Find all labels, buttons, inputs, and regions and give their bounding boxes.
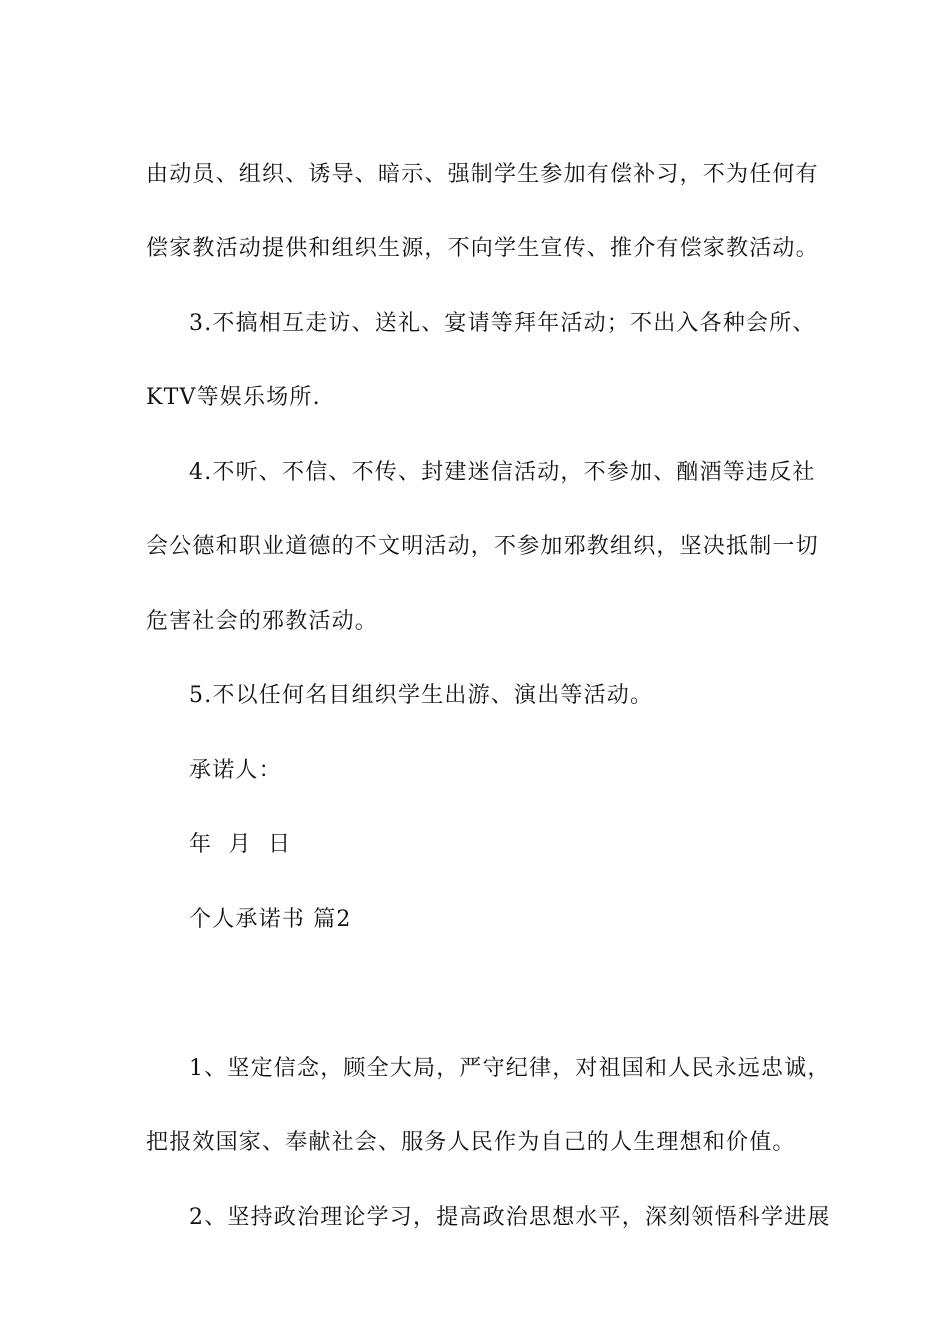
paragraph-line-2: 偿家教活动提供和组织生源，不向学生宣传、推介有偿家教活动。 xyxy=(146,236,819,261)
list-item-3-line-1: 3.不搞相互走访、送礼、宴请等拜年活动；不出入各种会所、 xyxy=(189,311,816,336)
commitment-1-line-2: 把报效国家、奉献社会、服务人民作为自己的人生理想和价值。 xyxy=(146,1130,796,1155)
list-item-5: 5.不以任何名目组织学生出游、演出等活动。 xyxy=(189,683,654,708)
date-line: 年 月 日 xyxy=(189,832,292,857)
paragraph-line-1: 由动员、组织、诱导、暗示、强制学生参加有偿补习，不为任何有 xyxy=(146,162,819,187)
commitment-1-line-1: 1、坚定信念，顾全大局，严守纪律，对祖国和人民永远忠诚， xyxy=(189,1056,831,1081)
list-item-3-line-2: KTV等娱乐场所. xyxy=(146,385,321,410)
list-item-4-line-2: 会公德和职业道德的不文明活动，不参加邪教组织，坚决抵制一切 xyxy=(146,534,819,559)
commitment-2-line-1: 2、坚持政治理论学习，提高政治思想水平，深刻领悟科学进展 xyxy=(189,1205,831,1230)
list-item-4-line-1: 4.不听、不信、不传、封建迷信活动，不参加、酗酒等违反社 xyxy=(189,460,816,485)
section-title: 个人承诺书 篇2 xyxy=(189,907,352,932)
list-item-4-line-3: 危害社会的邪教活动。 xyxy=(146,609,379,634)
promisor-label: 承诺人： xyxy=(189,758,282,783)
